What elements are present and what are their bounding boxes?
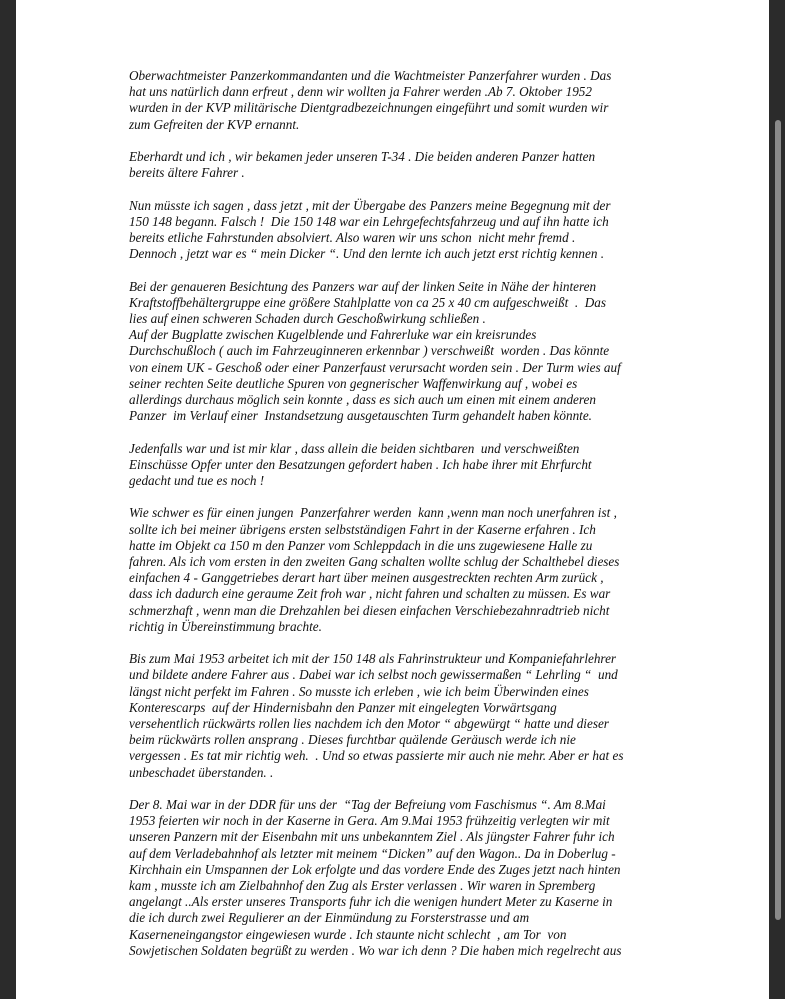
text-line: Bei der genaueren Besichtung des Panzers war auf der linken Seite in Nähe der hinteren — [129, 278, 597, 294]
text-line: beim rückwärts rollen ansprang . Dieses furchtbar quälende Geräusch werde ich nie — [129, 732, 576, 748]
text-line: allerdings durchaus möglich sein konnte , dass es sich auch um einen mit einem anderen — [129, 392, 596, 408]
text-line: Bis zum Mai 1953 arbeitet ich mit der 150 148 als Fahrinstrukteur und Kompaniefahrlehrer — [129, 651, 617, 667]
text-line: seiner rechten Seite deutliche Spuren von gegnerischer Waffenwirkung auf , wobei es — [129, 375, 578, 391]
text-line: Kraftstoffbehältergruppe eine größere Stahlplatte von ca 25 x 40 cm aufgeschweißt . Das — [129, 294, 606, 310]
text-line: von einem UK - Geschoß oder einer Panzerfaust verursacht worden sein . Der Turm wies auf — [129, 359, 621, 375]
paragraph — [129, 198, 659, 263]
text-line: unseren Panzern mit der Eisenbahn mit uns unbekanntem Ziel . Als jüngster Fahrer fuhr ich — [129, 829, 615, 845]
text-line: versehentlich rückwärts rollen lies nachdem ich den Motor “ abgewürgt “ hatte und dieser — [129, 716, 609, 732]
text-line: Konterescarps auf der Hindernisbahn den Panzer mit eingelegten Vorwärtsgang — [129, 699, 557, 715]
text-line: 1953 feierten wir noch in der Kaserne in Gera. Am 9.Mai 1953 frühzeitig verlegten wir mit — [129, 813, 610, 829]
text-line: sollte ich bei meiner übrigens ersten selbstständigen Fahrt in der Kaserne erfahren . Ich — [129, 521, 596, 537]
text-line: Oberwachtmeister Panzerkommandanten und die Wachtmeister Panzerfahrer wurden . Das — [129, 68, 612, 83]
text-line: Kirchhain ein Umspannen der Lok erfolgte und das vordere Ende des Zuges jetzt nach hinten — [129, 861, 621, 877]
text-line: hatte im Objekt ca 150 m den Panzer vom Schleppdach in die uns zugewiesene Halle zu — [129, 537, 593, 553]
text-line: vergessen . Es tat mir richtig weh. . Und so etwas passierte mir auch nie mehr. Aber er hat es — [129, 748, 624, 764]
paragraph — [129, 651, 659, 781]
document-body — [129, 68, 659, 975]
text-line: einfachen 4 - Ganggetriebes derart hart über meinen ausgestreckten rechten Arm zurück , — [129, 570, 604, 586]
paragraph — [129, 797, 659, 959]
text-line: Durchschußloch ( auch im Fahrzeuginneren erkennbar ) verschweißt worden . Das könnte — [129, 343, 610, 359]
text-line: Der 8. Mai war in der DDR für uns der “Tag der Befreiung vom Faschismus “. Am 8.Mai — [129, 797, 606, 813]
text-line: Panzer im Verlauf einer Instandsetzung ausgetauschten Turm gehandelt haben könnte. — [129, 408, 592, 424]
paragraph — [129, 441, 659, 490]
text-line: Kaserneneingangstor eingewiesen wurde . Ich staunte nicht schlecht , am Tor von — [129, 926, 567, 942]
text-line: dass ich dadurch eine geraume Zeit froh war , nicht fahren und schalten zu müssen. Es war — [129, 586, 611, 602]
text-line: angelangt ..Als erster unseres Transports fuhr ich die wenigen hundert Meter zu Kaserne in — [129, 894, 613, 910]
text-line: längst nicht perfekt im Fahren . So musste ich erleben , wie ich beim Überwinden eines — [129, 683, 589, 699]
text-line: die ich durch zwei Regulierer an der Einmündung zu Forsterstrasse und am — [129, 910, 530, 926]
text-line: Wie schwer es für einen jungen Panzerfahrer werden kann ,wenn man noch unerfahren ist , — [129, 505, 617, 521]
text-line: auf dem Verladebahnhof als letzter mit meinem “Dicken” auf den Wagon.. Da in Doberlug - — [129, 845, 616, 861]
text-line: und bildete andere Fahrer aus . Dabei war ich selbst noch gewissermaßen “ Lehrling “ und — [129, 667, 618, 683]
paragraph — [129, 68, 659, 133]
document-page — [16, 0, 769, 999]
text-line: kam , musste ich am Zielbahnhof den Zug als Erster verlassen . Wir waren in Spremberg — [129, 878, 596, 894]
text-line: schmerzhaft , wenn man die Drehzahlen bei diesen einfachen Verschiebezahnradtrieb nicht — [129, 602, 610, 618]
text-line: gedacht und tue es noch ! — [129, 473, 265, 489]
text-line: lies auf einen schweren Schaden durch Geschoßwirkung schließen . — [129, 311, 486, 326]
text-line: fahren. Als ich vom ersten in den zweiten Gang schalten wollte schlug der Schalthebel dieses — [129, 554, 620, 570]
text-line: bereits ältere Fahrer . — [129, 165, 245, 181]
paragraph — [129, 149, 659, 181]
text-line: Dennoch , jetzt war es “ mein Dicker “. Und den lernte ich auch jetzt erst richtig kennen . — [129, 246, 605, 262]
text-line: Eberhardt und ich , wir bekamen jeder unseren T-34 . Die beiden anderen Panzer hatten — [129, 149, 596, 164]
paragraph — [129, 279, 659, 425]
text-line: Nun müsste ich sagen , dass jetzt , mit der Übergabe des Panzers meine Begegnung mit der — [129, 197, 611, 213]
text-line: richtig in Übereinstimmung brachte. — [129, 618, 322, 634]
text-line: Einschüsse Opfer unter den Besatzungen gefordert haben . Ich habe ihrer mit Ehrfurcht — [129, 456, 592, 472]
text-line: wurden in der KVP militärische Dientgradbezeichnungen eingeführt und somit wurden wir — [129, 100, 609, 116]
text-line: bereits etliche Fahrstunden absolviert. Also waren wir uns schon nicht mehr fremd . — [129, 230, 576, 245]
text-line: hat uns natürlich dann erfreut , denn wir wollten ja Fahrer werden .Ab 7. Oktober 1952 — [129, 84, 592, 100]
text-line: 150 148 begann. Falsch ! Die 150 148 war ein Lehrgefechtsfahrzeug und auf ihn hatte ich — [129, 213, 609, 229]
text-line: Sowjetischen Soldaten begrüßt zu werden . Wo war ich denn ? Die haben mich regelrecht aus — [129, 942, 622, 958]
text-line: Jedenfalls war und ist mir klar , dass allein die beiden sichtbaren und verschweißten — [129, 440, 580, 456]
vertical-scrollbar[interactable] — [775, 120, 781, 920]
text-line: Auf der Bugplatte zwischen Kugelblende und Fahrerluke war ein kreisrundes — [129, 327, 537, 343]
paragraph — [129, 505, 659, 635]
text-line: unbeschadet überstanden. . — [129, 764, 274, 780]
text-line: zum Gefreiten der KVP ernannt. — [129, 116, 300, 132]
